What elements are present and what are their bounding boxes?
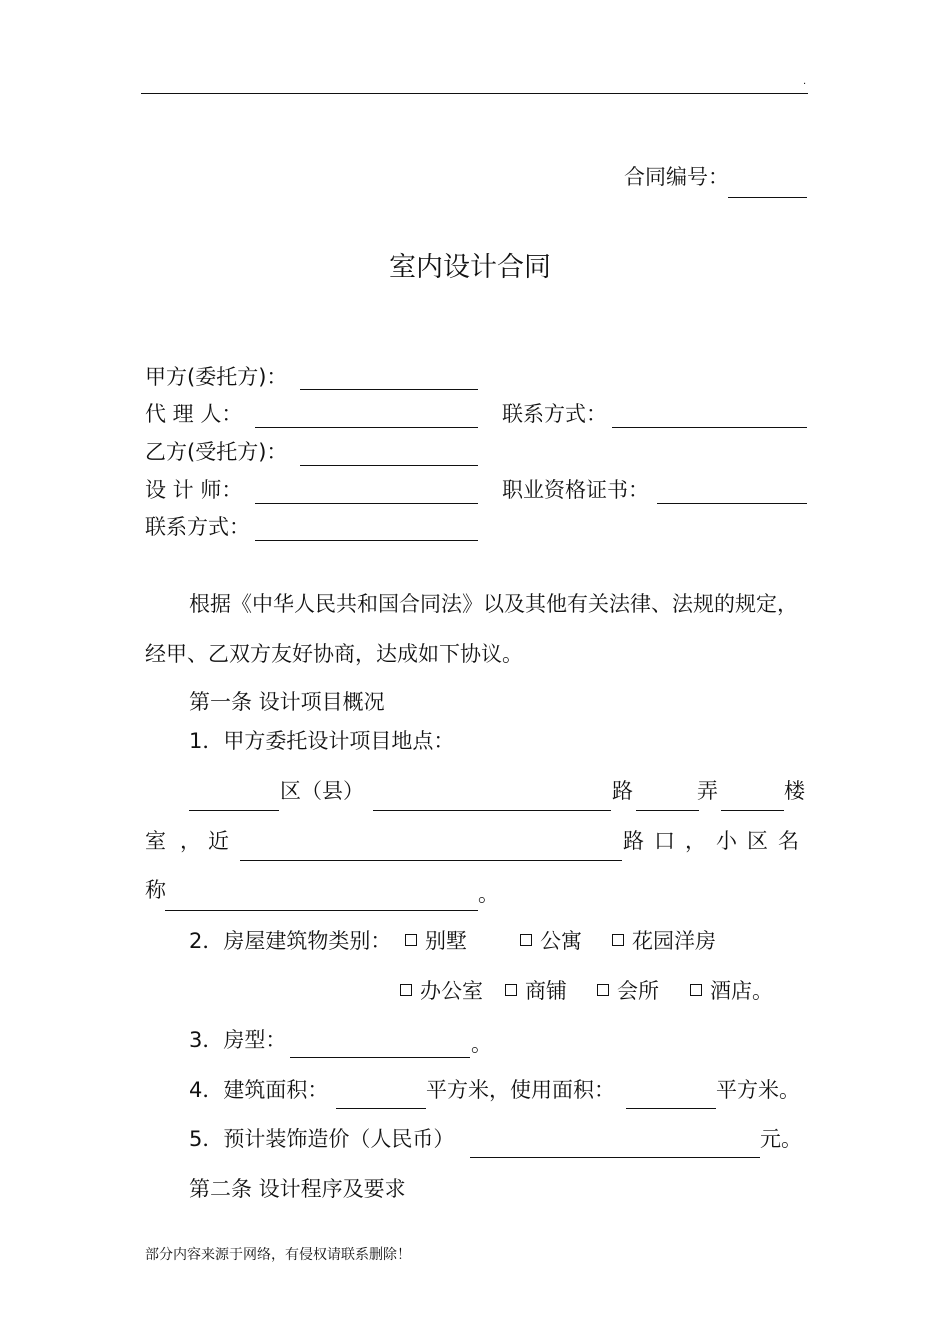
checkbox-icon [505, 984, 517, 996]
agent-field[interactable] [255, 427, 478, 428]
building-label: 楼 [784, 779, 805, 803]
item-2-label: 2．房屋建筑物类别： [189, 929, 392, 953]
item-1-label: 1．甲方委托设计项目地点： [189, 729, 455, 753]
designer-field[interactable] [255, 503, 478, 504]
contract-number-field[interactable] [728, 197, 807, 198]
contact-label: 联系方式： [145, 515, 250, 539]
option-apartment[interactable]: 公寓 [520, 928, 582, 954]
agent-label: 代 理 人： [145, 402, 243, 426]
option-garden-house[interactable]: 花园洋房 [612, 928, 716, 954]
item-5-label: 5．预计装饰造价（人民币） [189, 1127, 455, 1151]
item-3-period: 。 [471, 1032, 492, 1056]
lane-field[interactable] [636, 810, 699, 811]
agent-contact-field[interactable] [612, 427, 807, 428]
near-label: 近 [208, 829, 229, 853]
building-field[interactable] [721, 810, 784, 811]
footer-note: 部分内容来源于网络，有侵权请联系删除！ [145, 1247, 411, 1263]
option-hotel[interactable]: 酒店。 [690, 978, 773, 1004]
road-label: 路 [612, 779, 633, 803]
party-b-label: 乙方(受托方)： [145, 440, 288, 464]
checkbox-icon [405, 934, 417, 946]
option-club[interactable]: 会所 [597, 978, 659, 1004]
option-shop[interactable]: 商铺 [505, 978, 567, 1004]
checkbox-icon [690, 984, 702, 996]
community-name-field[interactable] [165, 910, 478, 911]
document-title: 室内设计合同 [389, 252, 551, 283]
crossing-label: 路口，小区名 [623, 829, 809, 853]
contract-number-label: 合同编号： [624, 165, 729, 189]
area-unit-label: 平方米。 [716, 1078, 800, 1102]
intro-line-1: 根据《中华人民共和国合同法》以及其他有关法律、法规的规定， [189, 592, 798, 616]
lane-label: 弄 [697, 779, 718, 803]
usable-area-label: 平方米，使用面积： [426, 1078, 615, 1102]
usable-area-field[interactable] [626, 1108, 716, 1109]
cost-unit-label: 元。 [760, 1127, 802, 1151]
header-dot: . [803, 76, 807, 87]
building-area-field[interactable] [336, 1108, 426, 1109]
checkbox-icon [612, 934, 624, 946]
header-rule [141, 93, 808, 94]
party-a-label: 甲方(委托方)： [145, 365, 288, 389]
party-a-field[interactable] [300, 389, 478, 390]
article-2-heading: 第二条 设计程序及要求 [189, 1177, 406, 1201]
room-label: 室 [145, 829, 166, 853]
certificate-field[interactable] [657, 503, 807, 504]
intro-line-2: 经甲、乙双方友好协商，达成如下协议。 [145, 642, 523, 666]
name-period: 。 [478, 882, 499, 906]
checkbox-icon [400, 984, 412, 996]
option-office[interactable]: 办公室 [400, 978, 483, 1004]
article-1-heading: 第一条 设计项目概况 [189, 690, 385, 714]
district-label: 区（县） [280, 779, 364, 803]
room-comma: ， [180, 829, 201, 853]
agent-contact-label: 联系方式： [502, 402, 607, 426]
near-road-field[interactable] [240, 860, 622, 861]
item-3-label: 3．房型： [189, 1028, 287, 1052]
party-b-field[interactable] [300, 465, 478, 466]
room-type-field[interactable] [290, 1057, 470, 1058]
contact-field[interactable] [255, 540, 478, 541]
option-villa[interactable]: 别墅 [405, 928, 467, 954]
cost-field[interactable] [470, 1157, 760, 1158]
road-field[interactable] [373, 810, 611, 811]
name-label: 称 [145, 878, 166, 902]
checkbox-icon [597, 984, 609, 996]
certificate-label: 职业资格证书： [502, 478, 649, 502]
item-4-label: 4．建筑面积： [189, 1078, 329, 1102]
designer-label: 设 计 师： [145, 478, 243, 502]
district-field[interactable] [189, 810, 279, 811]
checkbox-icon [520, 934, 532, 946]
